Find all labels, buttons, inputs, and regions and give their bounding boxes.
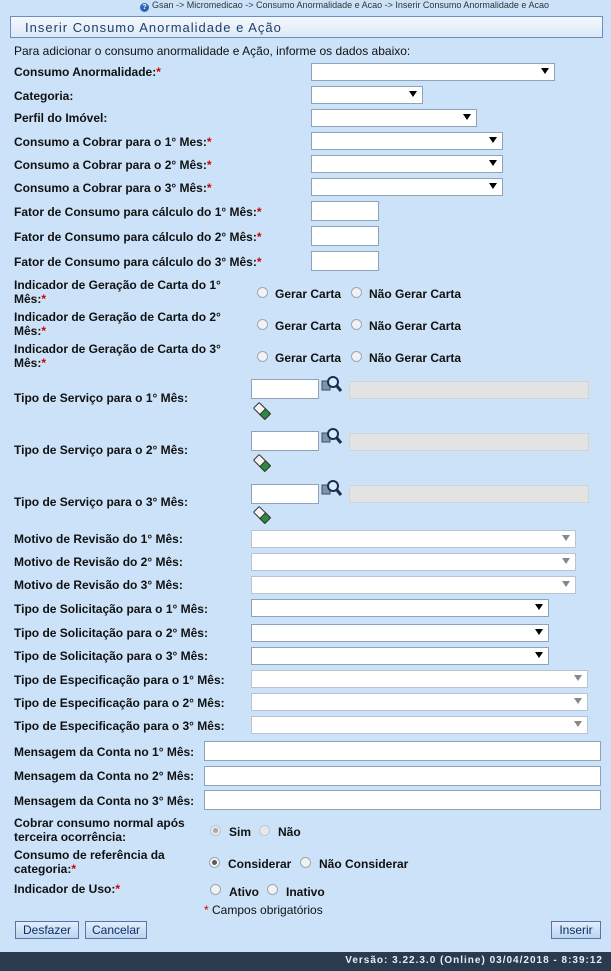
carta2-label-line1: Indicador de Geração de Carta do 2° (14, 310, 221, 324)
carta3-gerar-radio[interactable] (257, 351, 268, 362)
carta1-nao-gerar-label: Não Gerar Carta (369, 287, 462, 301)
chevron-down-icon (409, 91, 417, 97)
eraser-icon[interactable] (253, 506, 271, 524)
servico2-description-field (349, 433, 589, 451)
carta1-nao-gerar-radio[interactable] (351, 287, 362, 298)
carta3-label-line2: Mês:* (14, 356, 47, 370)
intro-text: Para adicionar o consumo anormalidade e Ação, informe os dados abaixo: (14, 44, 411, 58)
categoria-select[interactable] (311, 86, 423, 104)
servico3-description-field (349, 485, 589, 503)
categoria-label: Categoria: (14, 89, 74, 103)
carta3-label-line1: Indicador de Geração de Carta do 3° (14, 342, 221, 356)
chevron-down-icon (562, 581, 570, 587)
page-title-bar (10, 16, 603, 38)
fator2-label: Fator de Consumo para cálculo do 2° Mês:* (14, 230, 262, 244)
eraser-icon[interactable] (253, 402, 271, 420)
chevron-down-icon (535, 652, 543, 658)
servico2-code-input[interactable] (251, 431, 319, 451)
terceira-label-line2: terceira ocorrência: (14, 830, 127, 844)
servico1-description-field (349, 381, 589, 399)
uso-ativo-radio[interactable] (210, 884, 221, 895)
carta3-nao-gerar-label: Não Gerar Carta (369, 351, 462, 365)
servico3-label: Tipo de Serviço para o 3° Mês: (14, 495, 188, 509)
anormalidade-label: Consumo Anormalidade:* (14, 65, 161, 79)
carta1-gerar-radio[interactable] (257, 287, 268, 298)
anormalidade-select[interactable] (311, 63, 555, 81)
fator3-input[interactable] (311, 251, 379, 271)
referencia-considerar-radio[interactable] (209, 857, 220, 868)
perfil-label: Perfil do Imóvel: (14, 111, 108, 125)
revisao1-select[interactable] (251, 530, 576, 548)
perfil-select[interactable] (311, 109, 477, 127)
solic1-label: Tipo de Solicitação para o 1° Mês: (14, 602, 208, 616)
revisao3-label: Motivo de Revisão do 3° Mês: (14, 578, 183, 592)
chevron-down-icon (535, 629, 543, 635)
fator1-input[interactable] (311, 201, 379, 221)
breadcrumb-text: Gsan -> Micromedicao -> Consumo Anormalidade e Acao -> Inserir Consumo Anormalidade e Acao (152, 0, 549, 10)
espec2-select[interactable] (251, 693, 588, 711)
chevron-down-icon (535, 604, 543, 610)
fator3-label: Fator de Consumo para cálculo do 3° Mês:* (14, 255, 262, 269)
carta1-gerar-label: Gerar Carta (275, 287, 342, 301)
espec2-label: Tipo de Especificação para o 2° Mês: (14, 696, 225, 710)
referencia-nao-considerar-label: Não Considerar (319, 857, 409, 871)
cobrar1-select[interactable] (311, 132, 503, 150)
solic2-select[interactable] (251, 624, 549, 642)
chevron-down-icon (489, 160, 497, 166)
magnifier-icon[interactable] (321, 427, 343, 447)
carta2-label-line2: Mês:* (14, 324, 47, 338)
carta3-gerar-label: Gerar Carta (275, 351, 342, 365)
uso-inativo-radio[interactable] (267, 884, 278, 895)
terceira-nao-radio[interactable] (259, 825, 270, 836)
chevron-down-icon (541, 68, 549, 74)
cobrar2-label: Consumo a Cobrar para o 2° Mês:* (14, 158, 212, 172)
msg1-label: Mensagem da Conta no 1° Mês: (14, 745, 195, 759)
uso-label: Indicador de Uso:* (14, 882, 121, 896)
revisao2-select[interactable] (251, 553, 576, 571)
terceira-sim-label: Sim (229, 825, 252, 839)
help-icon[interactable]: ? (140, 3, 149, 12)
espec1-label: Tipo de Especificação para o 1° Mês: (14, 673, 225, 687)
chevron-down-icon (574, 675, 582, 681)
desfazer-button[interactable]: Desfazer (15, 921, 79, 939)
referencia-label-line1: Consumo de referência da (14, 848, 165, 862)
carta2-gerar-radio[interactable] (257, 319, 268, 330)
chevron-down-icon (574, 698, 582, 704)
revisao3-select[interactable] (251, 576, 576, 594)
solic2-label: Tipo de Solicitação para o 2° Mês: (14, 626, 208, 640)
chevron-down-icon (562, 558, 570, 564)
referencia-label-line2: categoria:* (14, 862, 77, 876)
cobrar3-label: Consumo a Cobrar para o 3° Mês:* (14, 181, 212, 195)
referencia-nao-considerar-radio[interactable] (300, 857, 311, 868)
carta1-label-line2: Mês:* (14, 292, 47, 306)
carta3-nao-gerar-radio[interactable] (351, 351, 362, 362)
msg3-input[interactable] (204, 790, 601, 810)
msg2-label: Mensagem da Conta no 2° Mês: (14, 769, 195, 783)
breadcrumb (140, 0, 611, 12)
msg1-input[interactable] (204, 741, 601, 761)
terceira-nao-label: Não (278, 825, 301, 839)
espec1-select[interactable] (251, 670, 588, 688)
magnifier-icon[interactable] (321, 479, 343, 499)
chevron-down-icon (489, 137, 497, 143)
espec3-select[interactable] (251, 716, 588, 734)
cobrar2-select[interactable] (311, 155, 503, 173)
page-title: Inserir Consumo Anormalidade e Ação (25, 20, 282, 35)
msg3-label: Mensagem da Conta no 3° Mês: (14, 794, 195, 808)
chevron-down-icon (489, 183, 497, 189)
carta2-nao-gerar-label: Não Gerar Carta (369, 319, 462, 333)
terceira-sim-radio[interactable] (210, 825, 221, 836)
revisao2-label: Motivo de Revisão do 2° Mês: (14, 555, 183, 569)
uso-ativo-label: Ativo (229, 885, 259, 899)
chevron-down-icon (574, 721, 582, 727)
eraser-icon[interactable] (253, 454, 271, 472)
msg2-input[interactable] (204, 766, 601, 786)
fator2-input[interactable] (311, 226, 379, 246)
terceira-label-line1: Cobrar consumo normal após (14, 816, 185, 830)
solic3-select[interactable] (251, 647, 549, 665)
version-text: Versão: 3.22.3.0 (Online) 03/04/2018 - 8:39:12 (345, 955, 603, 966)
version-footer (0, 952, 611, 971)
cobrar3-select[interactable] (311, 178, 503, 196)
servico1-label: Tipo de Serviço para o 1° Mês: (14, 391, 188, 405)
cancelar-button[interactable]: Cancelar (85, 921, 147, 939)
chevron-down-icon (463, 114, 471, 120)
carta2-gerar-label: Gerar Carta (275, 319, 342, 333)
servico1-code-input[interactable] (251, 379, 319, 399)
cobrar1-label: Consumo a Cobrar para o 1° Mes:* (14, 135, 212, 149)
carta2-nao-gerar-radio[interactable] (351, 319, 362, 330)
servico2-label: Tipo de Serviço para o 2° Mês: (14, 443, 188, 457)
solic3-label: Tipo de Solicitação para o 3° Mês: (14, 649, 208, 663)
uso-inativo-label: Inativo (286, 885, 325, 899)
servico3-code-input[interactable] (251, 484, 319, 504)
revisao1-label: Motivo de Revisão do 1° Mês: (14, 532, 183, 546)
magnifier-icon[interactable] (321, 375, 343, 395)
espec3-label: Tipo de Especificação para o 3° Mês: (14, 719, 225, 733)
carta1-label-line1: Indicador de Geração de Carta do 1° (14, 278, 221, 292)
chevron-down-icon (562, 535, 570, 541)
inserir-button[interactable]: Inserir (551, 921, 601, 939)
referencia-considerar-label: Considerar (228, 857, 292, 871)
fator1-label: Fator de Consumo para cálculo do 1° Mês:* (14, 205, 262, 219)
solic1-select[interactable] (251, 599, 549, 617)
required-note: * Campos obrigatórios (204, 903, 323, 917)
